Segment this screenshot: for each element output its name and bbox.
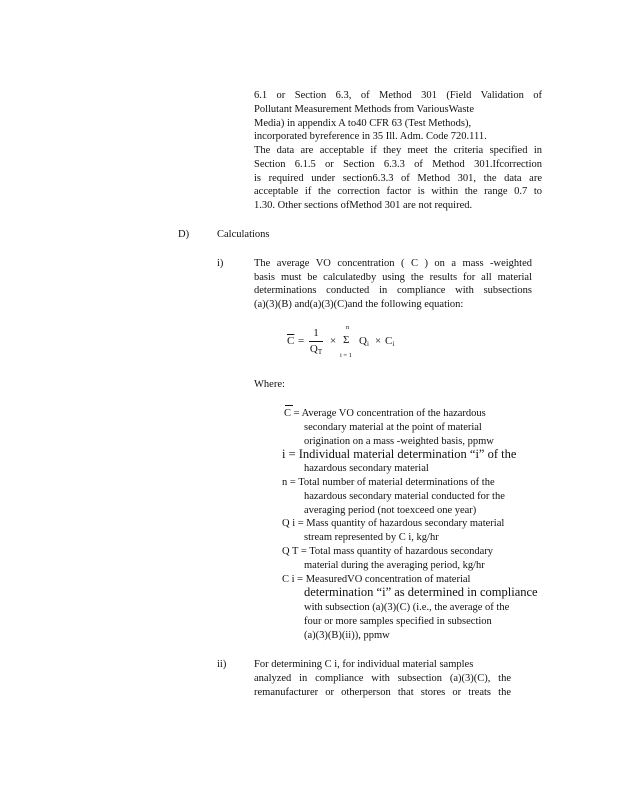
section-title: Calculations [217,229,270,240]
fraction-denominator: $Q_T$ [309,343,323,356]
equation-q-term: $Q_i$ [359,335,369,348]
text-line: remanufacturer or otherperson that stores or treats the [254,687,511,698]
definition-line: hazardous secondary material [304,463,429,474]
text-line: basis must be calculatedby using the results for all material [254,272,532,283]
sum-lower-limit: i = 1 [340,352,352,359]
definition-line: Q T = Total mass quantity of hazardous secondary [282,546,494,557]
definition-line: with subsection (a)(3)(C) (i.e., the average of the [304,602,510,613]
text-line: Media) in appendix A to40 CFR 63 (Test Methods), [254,118,472,129]
sum-upper-limit: n [346,324,350,331]
definition-line: stream represented by C i, kg/hr [304,532,439,543]
text-line: The average VO concentration ( C ) on a mass -weighted [254,258,532,269]
text-line: 6.1 or Section 6.3, of Method 301 (Field Validation of [254,90,542,101]
definition-line: C i = MeasuredVO concentration of material [282,574,471,585]
where-label: Where: [254,379,285,390]
fraction-numerator: 1 [313,327,319,339]
item-label: i) [217,258,224,269]
definition-line: four or more samples specified in subsection [304,616,492,627]
text-line: determinations conducted in compliance with subsections [254,285,532,296]
definition-line: averaging period (not toexceed one year) [304,505,477,516]
equation-c-term: $C_i$ [385,335,395,348]
text-line: analyzed in compliance with subsection (a)(3)(C), the [254,673,511,684]
definition-line: Q i = Mass quantity of hazardous secondary material [282,518,505,529]
definition-line: n = Total number of material determinations of the [282,477,495,488]
definition-line: C = Average VO concentration of the hazardous [284,408,486,419]
text-line: (a)(3)(B) and(a)(3)(C)and the following equation: [254,299,464,310]
definition-line: determination “i” as determined in compliance [304,585,538,599]
definition-line: i = Individual material determination “i” of the [282,447,517,461]
text-line: acceptable if the correction factor is within the range 0.7 to [254,186,542,197]
definition-line: hazardous secondary material conducted for the [304,491,505,502]
equation-lhs: $\overline{C}$ [287,335,295,347]
sigma-symbol: Σ [343,334,350,346]
text-line: 1.30. Other sections ofMethod 301 are not required. [254,200,473,211]
text-line: The data are acceptable if they meet the criteria specified in [254,145,542,156]
text-line: is required under section6.3.3 of Method 301, the data are [254,173,542,184]
times-sign: × [375,335,382,347]
fraction-bar [309,341,323,342]
section-label: D) [178,229,190,240]
definition-line: (a)(3)(B)(ii)), ppmw [304,630,390,641]
text-line: Section 6.1.5 or Section 6.3.3 of Method 301.Ifcorrection [254,159,542,170]
overline-mark [285,405,293,406]
definition-line: secondary material at the point of material [304,422,482,433]
item-label: ii) [217,659,227,670]
text-line: For determining C i, for individual material samples [254,659,474,670]
definition-line: material during the averaging period, kg/hr [304,560,485,571]
text-line: incorporated byreference in 35 Ill. Adm. Code 720.111. [254,131,487,142]
times-sign: × [330,335,337,347]
definition-line: origination on a mass -weighted basis, ppmw [304,436,494,447]
equation-equals: = [298,335,305,347]
text-line: Pollutant Measurement Methods from VariousWaste [254,104,475,115]
